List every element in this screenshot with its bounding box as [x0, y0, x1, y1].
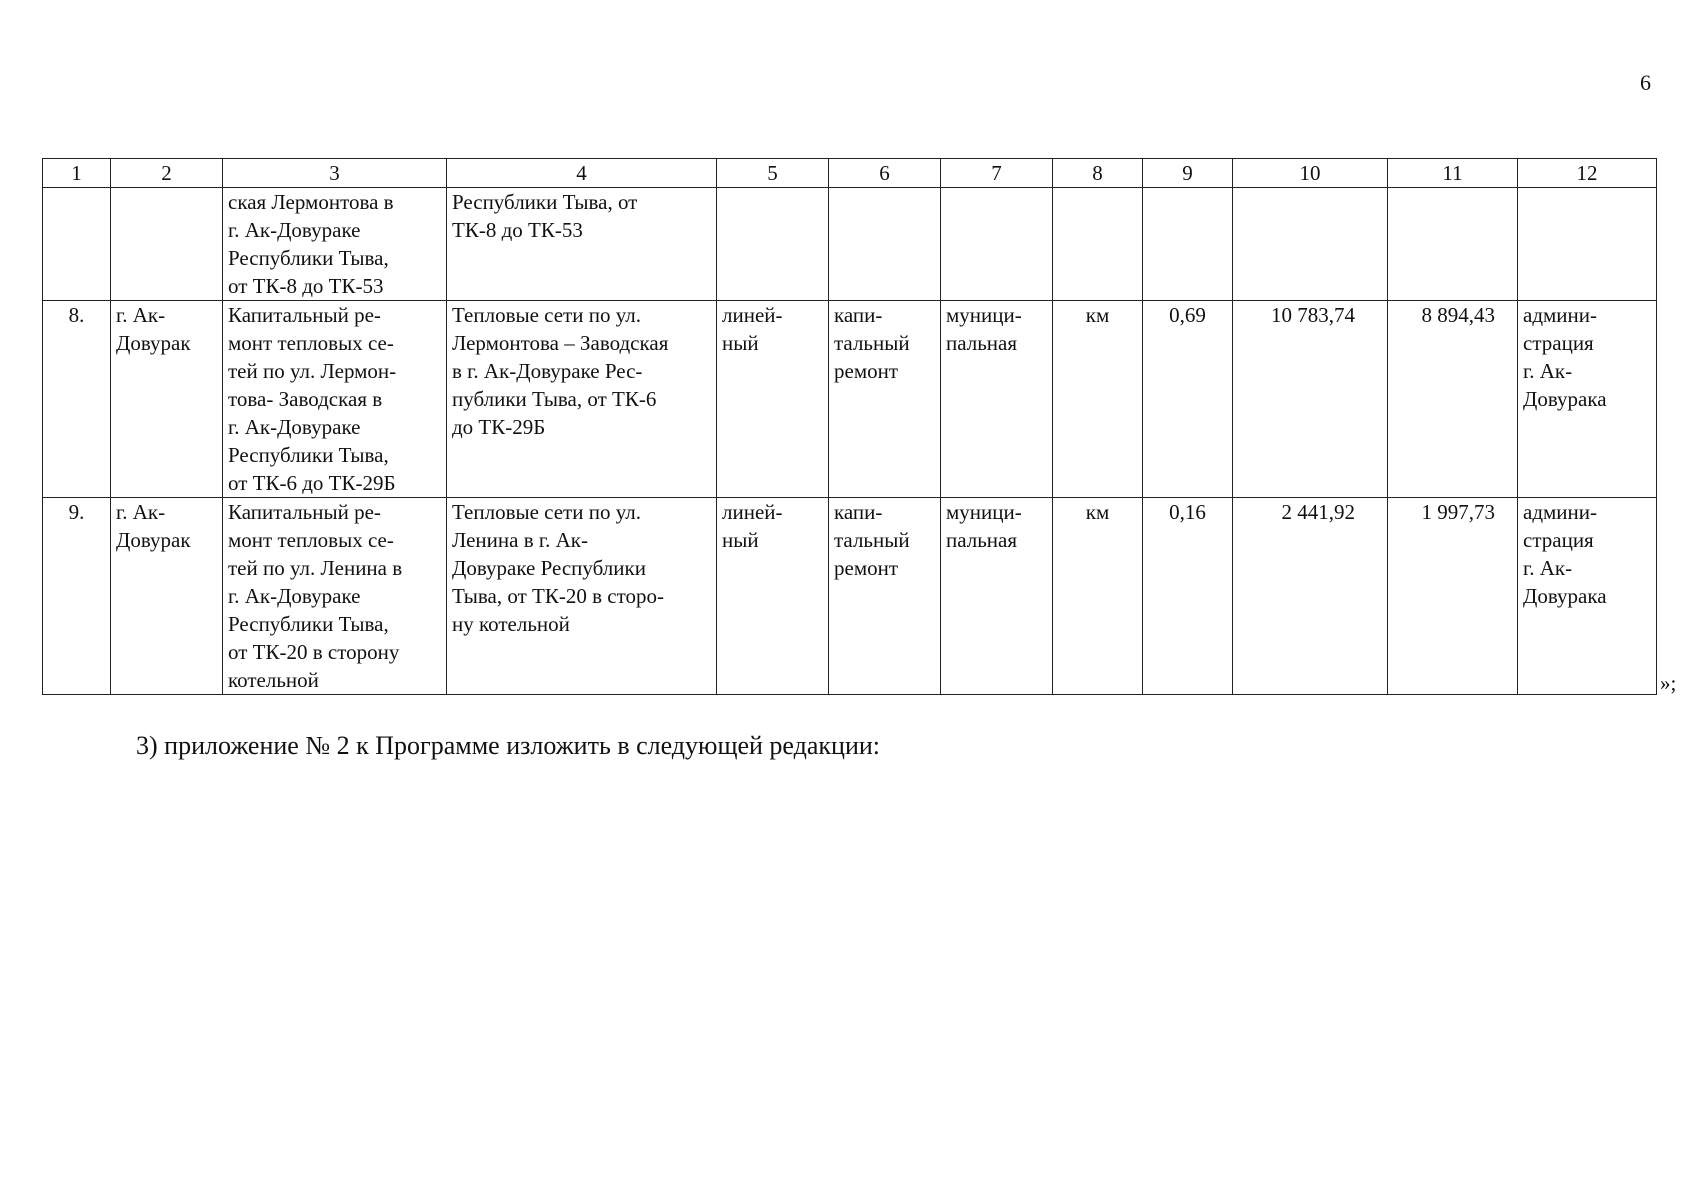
text-line: Довураке Республики	[452, 556, 646, 580]
work-type-cell	[829, 498, 941, 695]
table-cell	[43, 188, 111, 301]
table-row	[43, 498, 1657, 695]
text-line: в г. Ак-Довураке Рес-	[452, 359, 643, 383]
text-line: пальная	[946, 528, 1018, 552]
text-line: Тепловые сети по ул.	[452, 500, 642, 524]
place-cell	[111, 498, 223, 695]
unit-cell: км	[1053, 301, 1143, 498]
text-line: муници-	[946, 303, 1022, 327]
text-line: до ТК-29Б	[452, 415, 546, 439]
cost-part-cell: 1 997,73	[1388, 498, 1518, 695]
text-line: Довурака	[1523, 584, 1607, 608]
place-cell	[111, 301, 223, 498]
table-cell	[829, 188, 941, 301]
text-line: Довурака	[1523, 387, 1607, 411]
table-cell	[1053, 188, 1143, 301]
text-line: ну котельной	[452, 612, 570, 636]
text-line: ремонт	[834, 556, 899, 580]
ownership-cell	[941, 498, 1053, 695]
text-line: ремонт	[834, 359, 899, 383]
table-cell	[1518, 188, 1657, 301]
text-line: Республики Тыва,	[228, 246, 389, 270]
header-cell: 1	[43, 159, 111, 188]
text-line: г. Ак-Довураке	[228, 415, 361, 439]
text-line: линей-	[722, 500, 783, 524]
table-cell	[941, 188, 1053, 301]
text-line: капи-	[834, 500, 883, 524]
page-number: 6	[1640, 70, 1651, 95]
text-line: монт тепловых се-	[228, 331, 394, 355]
header-cell: 2	[111, 159, 223, 188]
text-line: от ТК-6 до ТК-29Б	[228, 471, 396, 495]
text-line: пальная	[946, 331, 1018, 355]
header-cell: 12	[1518, 159, 1657, 188]
responsible-cell	[1518, 301, 1657, 498]
header-cell: 9	[1143, 159, 1233, 188]
program-table	[42, 158, 1657, 695]
header-cell: 5	[717, 159, 829, 188]
work-type-cell	[829, 301, 941, 498]
text-line: капи-	[834, 303, 883, 327]
text-line: монт тепловых се-	[228, 528, 394, 552]
ownership-cell	[941, 301, 1053, 498]
table-cell	[111, 188, 223, 301]
text-line: г. Ак-	[1523, 556, 1573, 580]
row-number-cell: 8.	[43, 301, 111, 498]
text-line: линей-	[722, 303, 783, 327]
table-row	[43, 301, 1657, 498]
continuation-name-cell	[223, 188, 447, 301]
text-line: тей по ул. Лермон-	[228, 359, 397, 383]
amendment-instruction: 3) приложение № 2 к Программе изложить в следующей редакции:	[136, 731, 880, 760]
text-line: ТК-8 до ТК-53	[452, 218, 583, 242]
work-name-cell	[223, 301, 447, 498]
object-cell	[447, 301, 717, 498]
responsible-cell	[1518, 498, 1657, 695]
text-line: Тыва, от ТК-20 в сторо-	[452, 584, 664, 608]
text-line: ская Лермонтова в	[228, 190, 394, 214]
text-line: г. Ак-	[116, 303, 166, 327]
unit-cell: км	[1053, 498, 1143, 695]
text-line: тальный	[834, 331, 910, 355]
text-line: котельной	[228, 668, 319, 692]
text-line: админи-	[1523, 500, 1598, 524]
text-line: Ленина в г. Ак-	[452, 528, 588, 552]
text-line: Довурак	[116, 331, 191, 355]
text-line: Лермонтова – Заводская	[452, 331, 669, 355]
header-cell: 6	[829, 159, 941, 188]
header-row	[43, 159, 1657, 188]
text-line: Довурак	[116, 528, 191, 552]
text-line: Тепловые сети по ул.	[452, 303, 642, 327]
table-cell	[1143, 188, 1233, 301]
text-line: тальный	[834, 528, 910, 552]
continuation-object-cell	[447, 188, 717, 301]
length-cell: 0,16	[1143, 498, 1233, 695]
header-cell: 10	[1233, 159, 1388, 188]
text-line: админи-	[1523, 303, 1598, 327]
text-line: г. Ак-Довураке	[228, 218, 361, 242]
work-name-cell	[223, 498, 447, 695]
table-cell	[717, 188, 829, 301]
header-cell: 7	[941, 159, 1053, 188]
text-line: тей по ул. Ленина в	[228, 556, 403, 580]
closing-quote-mark: »;	[1660, 671, 1677, 695]
text-line: Капитальный ре-	[228, 303, 381, 327]
text-line: г. Ак-	[1523, 359, 1573, 383]
text-line: публики Тыва, от ТК-6	[452, 387, 657, 411]
text-line: това- Заводская в	[228, 387, 383, 411]
text-line: ный	[722, 331, 759, 355]
text-line: от ТК-20 в сторону	[228, 640, 400, 664]
header-cell: 8	[1053, 159, 1143, 188]
cost-total-cell: 10 783,74	[1233, 301, 1388, 498]
text-line: Республики Тыва,	[228, 612, 389, 636]
type-cell	[717, 301, 829, 498]
text-line: г. Ак-Довураке	[228, 584, 361, 608]
text-line: страция	[1523, 331, 1594, 355]
header-cell: 3	[223, 159, 447, 188]
text-line: Капитальный ре-	[228, 500, 381, 524]
text-line: муници-	[946, 500, 1022, 524]
cost-part-cell: 8 894,43	[1388, 301, 1518, 498]
row-number-cell: 9.	[43, 498, 111, 695]
table-cell	[1233, 188, 1388, 301]
text-line: Республики Тыва, от	[452, 190, 638, 214]
cost-total-cell: 2 441,92	[1233, 498, 1388, 695]
continuation-row	[43, 188, 1657, 301]
text-line: страция	[1523, 528, 1594, 552]
text-line: от ТК-8 до ТК-53	[228, 274, 384, 298]
header-cell: 11	[1388, 159, 1518, 188]
text-line: ный	[722, 528, 759, 552]
table-cell	[1388, 188, 1518, 301]
text-line: Республики Тыва,	[228, 443, 389, 467]
object-cell	[447, 498, 717, 695]
header-cell: 4	[447, 159, 717, 188]
type-cell	[717, 498, 829, 695]
text-line: г. Ак-	[116, 500, 166, 524]
length-cell: 0,69	[1143, 301, 1233, 498]
